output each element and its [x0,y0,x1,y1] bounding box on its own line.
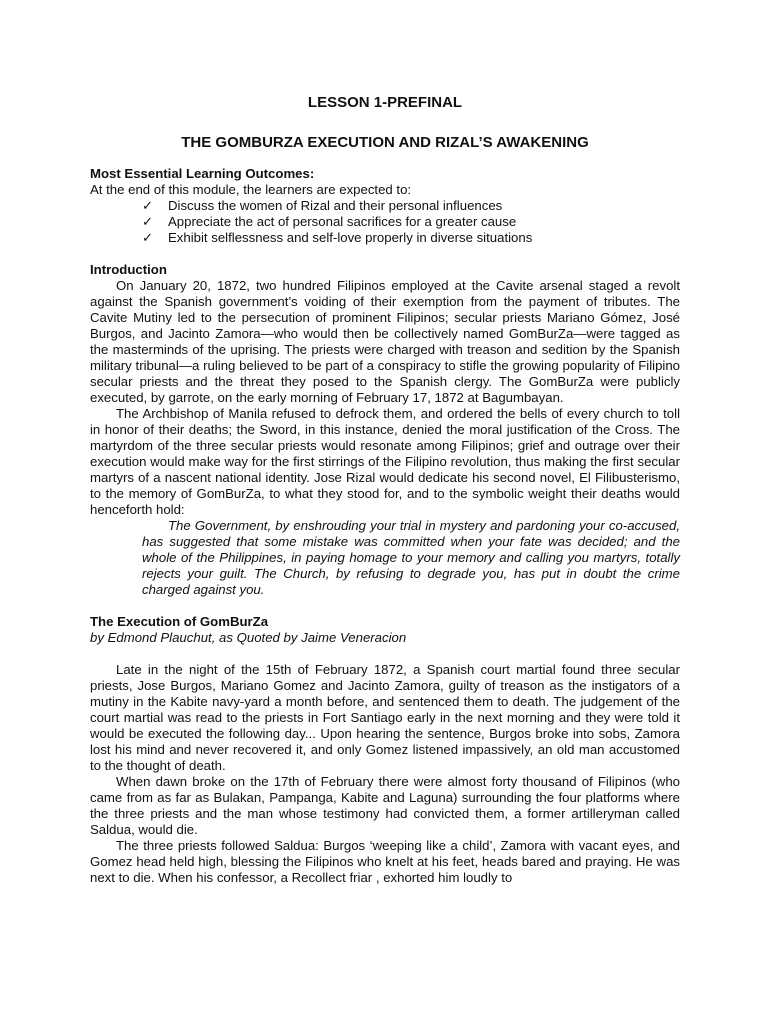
check-mark-icon: ✓ [142,198,154,213]
paragraph: Late in the night of the 15th of February 1872, a Spanish court martial found three secular priests, Jose Burgos, Mariano Gomez and Jacinto Zamora, guilty of treason as the instigators of a mutiny in the Kabite navy-yard a month before, and sentenced them to death. The judgement of the court martial was read to the priests in Fort Santiago early in the next morning and they were told it would be executed the following day... Upon hearing the sentence, Burgos broke into sobs, Zamora lost his mind and never recovered it, and only Gomez listened impassively, an old man accustomed to the thought of death. [90,662,680,773]
execution-heading: The Execution of GomBurZa [90,614,269,629]
lesson-title: LESSON 1-PREFINAL [307,94,463,111]
outcomes-intro: At the end of this module, the learners are expected to: [90,182,412,197]
outcome-text: Discuss the women of Rizal and their personal influences [168,198,503,213]
introduction-heading: Introduction [90,262,167,277]
block-quote: The Government, by enshrouding your trial in mystery and pardoning your co-accused, has suggested that some mistake was committed when your fate was decided; and the whole of the Philippines, in paying homage to your memory and calling you martyrs, totally rejects your guilt. The Church, by refusing to degrade you, has put in doubt the crime charged against you. [142,518,680,597]
outcomes-heading: Most Essential Learning Outcomes: [90,166,315,181]
outcomes-list [90,198,680,246]
outcome-text: Exhibit selflessness and self-love properly in diverse situations [168,230,533,245]
outcome-item [142,198,680,214]
outcome-text: Appreciate the act of personal sacrifices for a greater cause [168,214,517,229]
paragraph: The Archbishop of Manila refused to defrock them, and ordered the bells of every church to toll in honor of their deaths; the Sword, in this instance, denied the moral justification of the Cross. The martyrdom of the three secular priests would resonate among Filipinos; grief and outrage over their execution would make way for the first stirrings of the Filipino revolution, thus making the first secular martyrs of a nascent national identity. Jose Rizal would dedicate his second novel, El Filibusterismo, to the memory of GomBurZa, to what they stood for, and to the symbolic weight their deaths would henceforth hold: [90,406,680,517]
paragraph: When dawn broke on the 17th of February there were almost forty thousand of Filipinos (who came from as far as Bulakan, Pampanga, Kabite and Laguna) surrounding the four platforms where the three priests and the man whose testimony had convicted them, a former artilleryman called Saldua, would die. [90,774,680,837]
paragraph: The three priests followed Saldua: Burgos ‘weeping like a child’, Zamora with vacant eyes, and Gomez head held high, blessing the Filipinos who knelt at his feet, heads bared and praying. He was next to die. When his confessor, a Recollect friar , exhorted him loudly to [90,838,680,885]
check-mark-icon: ✓ [142,230,154,245]
byline: by Edmond Plauchut, as Quoted by Jaime Veneracion [90,630,407,645]
outcome-item [142,230,680,246]
main-title: THE GOMBURZA EXECUTION AND RIZAL’S AWAKENING [181,134,589,151]
outcome-item [142,214,680,230]
check-mark-icon: ✓ [142,214,154,229]
paragraph: On January 20, 1872, two hundred Filipinos employed at the Cavite arsenal staged a revolt against the Spanish government’s voiding of their exemption from the payment of tributes. The Cavite Mutiny led to the persecution of prominent Filipinos; secular priests Mariano Gómez, José Burgos, and Jacinto Zamora—who would then be collectively named GomBurZa—were tagged as the masterminds of the uprising. The priests were charged with treason and sedition by the Spanish military tribunal—a ruling believed to be part of a conspiracy to stifle the growing popularity of Filipino secular priests and the threat they posed to the Spanish clergy. The GomBurZa were publicly executed, by garrote, on the early morning of February 17, 1872 at Bagumbayan. [90,278,680,405]
document-body [90,94,680,886]
